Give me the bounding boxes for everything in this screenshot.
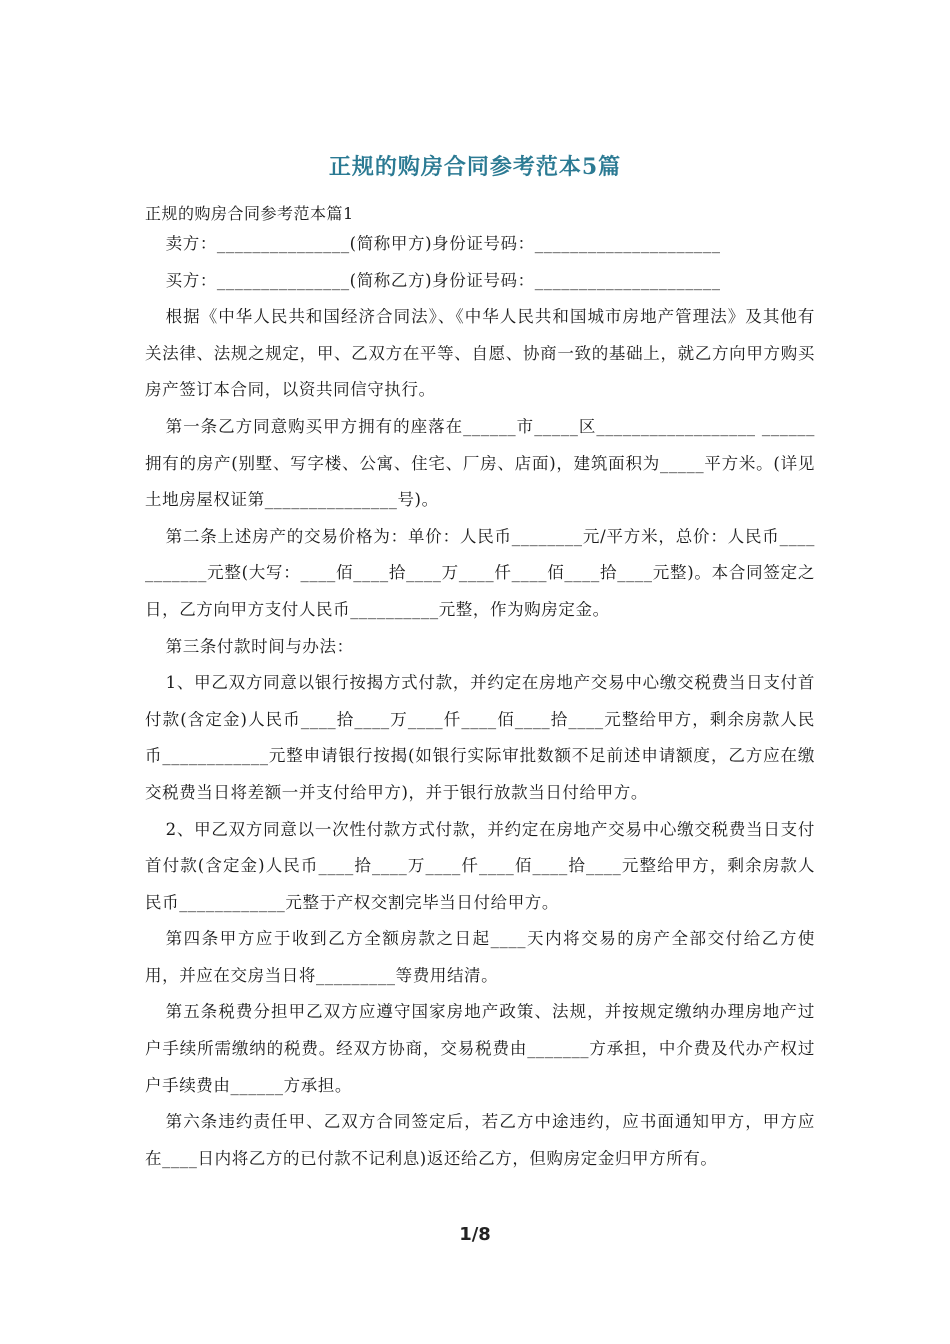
article-1-paragraph: 第一条乙方同意购买甲方拥有的座落在______市_____区__________________ ______拥有的房产(别墅、写字楼、公寓、住宅、厂房、店面)，建筑面积为_____平方米。(详见土地房屋权证第_______________号)。: [145, 416, 815, 510]
article-3-clause-1: 1、甲乙双方同意以银行按揭方式付款，并约定在房地产交易中心缴交税费当日支付首付款(含定金)人民币____拾____万____仟____佰____拾____元整给甲方，剩余房款人民币____________元整申请银行按揭(如银行实际审批数额不足前述申请额度，乙方应在缴交税费当日将差额一并支付给甲方)，并于银行放款当日付给甲方。: [145, 673, 815, 802]
seller-line: 卖方：_______________(简称甲方)身份证号码：_____________________: [165, 234, 721, 253]
article-6-paragraph: 第六条违约责任甲、乙双方合同签定后，若乙方中途违约，应书面通知甲方，甲方应在____日内将乙方的已付款不记利息)返还给乙方，但购房定金归甲方所有。: [145, 1112, 815, 1168]
article-4-paragraph: 第四条甲方应于收到乙方全额房款之日起____天内将交易的房产全部交付给乙方使用，并应在交房当日将_________等费用结清。: [145, 929, 815, 985]
article-3-clause-2: 2、甲乙双方同意以一次性付款方式付款，并约定在房地产交易中心缴交税费当日支付首付款(含定金)人民币____拾____万____仟____佰____拾____元整给甲方，剩余房款人民币____________元整于产权交割完毕当日付给甲方。: [145, 819, 815, 912]
section-heading: 正规的购房合同参考范本篇1: [145, 204, 354, 223]
page-number: 1/8: [459, 1224, 491, 1245]
contract-body: [145, 226, 815, 1177]
document-title: 正规的购房合同参考范本5篇: [328, 154, 622, 180]
preamble-paragraph: 根据《中华人民共和国经济合同法》、《中华人民共和国城市房地产管理法》及其他有关法律、法规之规定，甲、乙双方在平等、自愿、协商一致的基础上，就乙方向甲方购买房产签订本合同，以资共同信守执行。: [145, 307, 815, 400]
article-3-heading: 第三条付款时间与办法：: [165, 636, 354, 656]
buyer-line: 买方：_______________(简称乙方)身份证号码：_____________________: [165, 270, 721, 290]
article-2-paragraph: 第二条上述房产的交易价格为：单价：人民币________元/平方米，总价：人民币___________元整(大写：____佰____拾____万____仟____佰____拾____元整)。本合同签定之日，乙方向甲方支付人民币__________元整，作为购房定金。: [145, 526, 815, 619]
article-5-paragraph: 第五条税费分担甲乙双方应遵守国家房地产政策、法规，并按规定缴纳办理房地产过户手续所需缴纳的税费。经双方协商，交易税费由_______方承担，中介费及代办产权过户手续费由______方承担。: [145, 1002, 815, 1095]
